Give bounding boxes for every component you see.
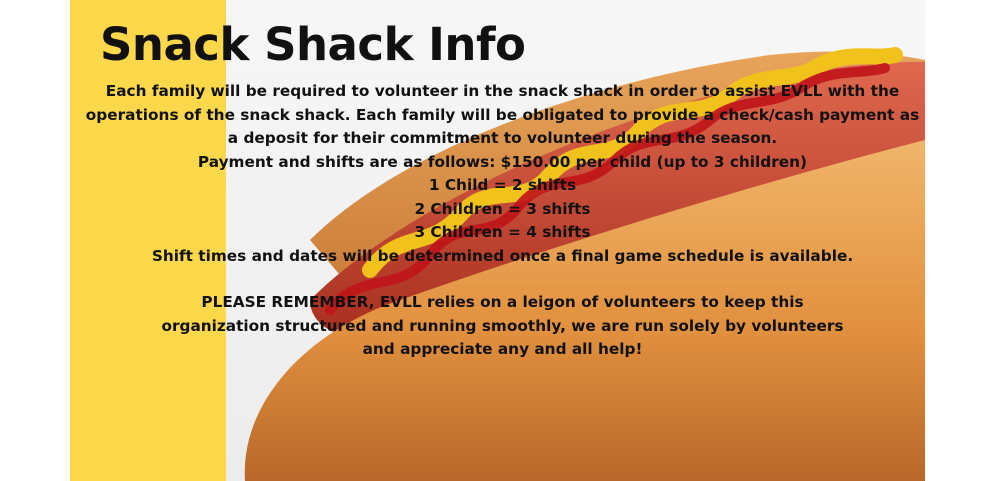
intro-paragraph: Each family will be required to volunteer in the snack shack in order to assist EVLL with the operations of the snack shack. Each family will be obligated to provide a check/cash payment as a deposit for their commitment to volunteer during the season. [85,82,920,147]
spacer [80,268,925,291]
poster [70,0,925,481]
payment-line: Payment and shifts are as follows: $150.00 per child (up to 3 children) [197,152,808,171]
page-title: Snack Shack Info [100,18,526,71]
shift-line-2: 2 Children = 3 shifts [414,199,591,218]
shift-line-1: 1 Child = 2 shifts [428,176,577,194]
schedule-note: Shift times and dates will be determined once a final game schedule is available. [151,246,854,265]
shift-line-3: 3 Children = 4 shifts [414,223,591,241]
info-text [80,80,925,362]
reminder-paragraph: PLEASE REMEMBER, EVLL relies on a leigon of volunteers to keep this organization structured and running smoothly, we are run solely by volunteers and appreciate any and all help! [161,293,844,358]
